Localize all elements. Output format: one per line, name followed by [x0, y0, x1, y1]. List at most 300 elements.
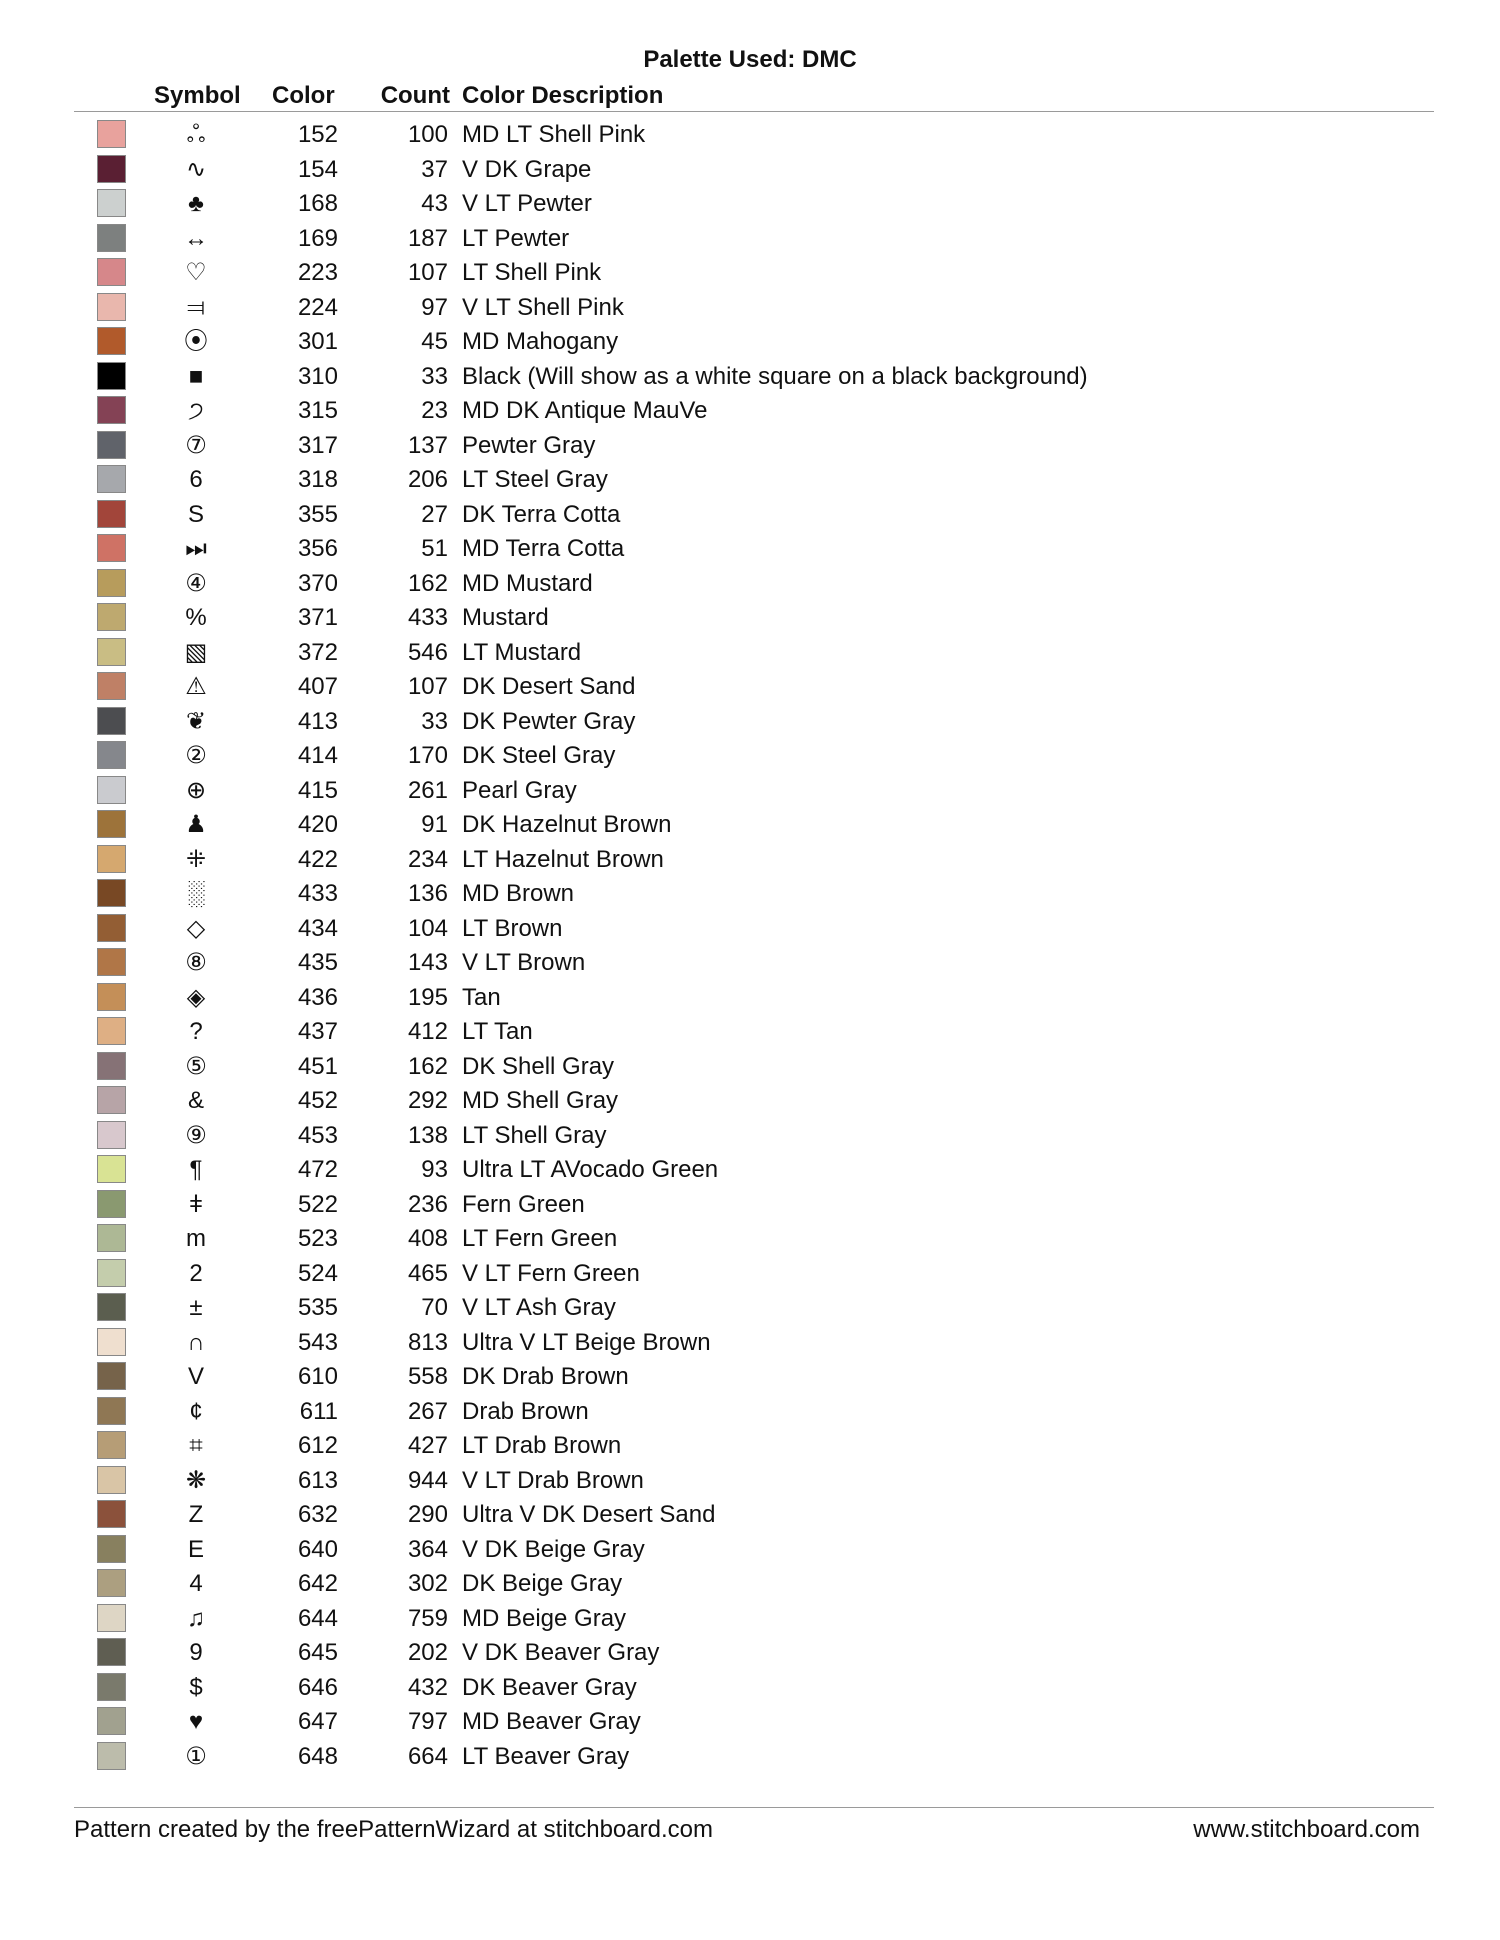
color-description: MD Shell Gray	[462, 1087, 619, 1114]
cent-icon: ¢	[189, 1397, 203, 1425]
table-row	[0, 394, 1500, 429]
color-swatch	[97, 569, 126, 597]
header-description: Color Description	[462, 82, 664, 109]
table-row	[0, 670, 1500, 705]
flower-asterisk-icon: ❋	[185, 1466, 207, 1494]
color-swatch	[97, 845, 126, 873]
color-description: LT Mustard	[462, 638, 582, 666]
v-icon: V	[187, 1363, 204, 1390]
stitch-count: 93	[421, 1156, 448, 1183]
color-code: 433	[297, 880, 338, 907]
color-code: 535	[297, 1294, 338, 1321]
percent-icon: %	[185, 604, 207, 631]
table-header	[0, 82, 1500, 112]
stitch-count: 104	[407, 914, 448, 942]
header-symbol: Symbol	[154, 82, 241, 109]
color-description: LT Pewter	[462, 224, 570, 252]
stitch-count: 27	[421, 500, 448, 528]
circled-seven-icon: ⑦	[185, 431, 207, 459]
color-code: 472	[297, 1156, 338, 1183]
question-icon: ?	[189, 1018, 203, 1045]
color-code: 522	[297, 1190, 338, 1218]
color-swatch	[97, 293, 126, 321]
double-arrow-icon: ↔	[184, 224, 208, 252]
color-code: 356	[297, 535, 338, 562]
table-row	[0, 153, 1500, 188]
palette-title-text: Palette Used: DMC	[643, 46, 857, 73]
table-row	[0, 1533, 1500, 1568]
color-swatch	[97, 258, 126, 286]
stitch-count: 432	[407, 1673, 448, 1701]
skip-icon: ⏭	[185, 535, 207, 562]
color-description: LT Brown	[462, 914, 563, 942]
table-row	[0, 843, 1500, 878]
stitch-count: 364	[407, 1535, 448, 1563]
table-row	[0, 567, 1500, 602]
color-code: 434	[297, 914, 338, 942]
dotted-cross-icon: ⁜	[185, 845, 207, 873]
color-swatch	[97, 1293, 126, 1321]
color-code: 414	[297, 742, 338, 769]
color-code: 612	[297, 1432, 338, 1459]
stitch-count: 143	[407, 949, 448, 976]
table-row	[0, 1395, 1500, 1430]
table-row	[0, 774, 1500, 809]
color-code: 646	[297, 1673, 338, 1701]
color-swatch	[97, 465, 126, 493]
ampersand-icon: &	[187, 1087, 204, 1114]
stitch-count: 797	[407, 1708, 448, 1735]
color-description: V LT Shell Pink	[462, 293, 624, 321]
stitch-count: 187	[407, 224, 448, 252]
color-code: 610	[297, 1363, 338, 1390]
color-code: 645	[297, 1639, 338, 1666]
color-description: V DK Beige Gray	[462, 1535, 645, 1563]
color-code: 415	[297, 776, 338, 804]
plus-minus-icon: ±	[189, 1294, 203, 1321]
color-description: MD Mahogany	[462, 328, 619, 355]
footer-url: www.stitchboard.com	[1193, 1816, 1420, 1843]
stitch-count: 412	[407, 1018, 448, 1045]
color-description: DK Pewter Gray	[462, 707, 636, 735]
zigzag-icon: ∿	[185, 155, 207, 183]
stitch-count: 33	[421, 362, 448, 390]
color-swatch	[97, 1431, 126, 1459]
circled-four-icon: ④	[185, 569, 207, 597]
color-description: MD DK Antique MauVe	[462, 397, 708, 424]
color-description: V LT Brown	[462, 949, 586, 976]
color-description: LT Fern Green	[462, 1225, 618, 1252]
table-row	[0, 1153, 1500, 1188]
table-row	[0, 1705, 1500, 1740]
diamond-outline-icon: ◇	[186, 914, 206, 942]
color-description: Fern Green	[462, 1190, 585, 1218]
swirl-icon: ❦	[185, 707, 207, 735]
color-description: MD Terra Cotta	[462, 535, 625, 562]
color-swatch	[97, 1328, 126, 1356]
color-description: MD Mustard	[462, 569, 593, 597]
color-description: DK Shell Gray	[462, 1052, 615, 1080]
color-description: LT Beaver Gray	[462, 1742, 630, 1770]
table-row	[0, 118, 1500, 153]
stitch-count: 137	[407, 431, 448, 459]
stitch-count: 202	[407, 1639, 448, 1666]
color-code: 371	[297, 604, 338, 631]
stitch-count: 33	[421, 707, 448, 735]
color-swatch	[97, 1707, 126, 1735]
table-row	[0, 1015, 1500, 1050]
table-row	[0, 1326, 1500, 1361]
color-description: V LT Pewter	[462, 190, 592, 217]
color-code: 543	[297, 1328, 338, 1356]
circled-plus-icon: ⊕	[185, 776, 207, 804]
color-code: 644	[297, 1604, 338, 1632]
stitch-count: 45	[421, 328, 448, 355]
stitch-count: 170	[407, 742, 448, 769]
table-row	[0, 532, 1500, 567]
heart-outline-icon: ♡	[185, 259, 207, 286]
color-description: Drab Brown	[462, 1397, 589, 1425]
stitch-count: 37	[421, 155, 448, 183]
stitch-count: 813	[407, 1328, 448, 1356]
color-swatch	[97, 1086, 126, 1114]
color-swatch	[97, 1673, 126, 1701]
curl-icon: ੭	[188, 397, 204, 424]
color-swatch	[97, 327, 126, 355]
header-color: Color	[272, 82, 335, 109]
color-description: MD Brown	[462, 880, 575, 907]
double-bar-icon: ǂ	[188, 1190, 203, 1218]
color-swatch	[97, 879, 126, 907]
table-row	[0, 256, 1500, 291]
stitch-count: 236	[407, 1190, 448, 1218]
heart-icon: ♥	[188, 1708, 204, 1735]
color-description: V DK Grape	[462, 155, 592, 183]
circled-two-icon: ②	[185, 742, 207, 769]
color-swatch	[97, 362, 126, 390]
stitch-count: 162	[407, 569, 448, 597]
color-code: 451	[297, 1052, 338, 1080]
stitch-count: 558	[407, 1363, 448, 1390]
color-description: Tan	[462, 983, 501, 1011]
table-row	[0, 187, 1500, 222]
table-row	[0, 705, 1500, 740]
color-code: 152	[297, 121, 338, 148]
color-description: Ultra LT AVocado Green	[462, 1156, 719, 1183]
stitch-count: 759	[407, 1604, 448, 1632]
stitch-count: 234	[407, 845, 448, 873]
m-icon: m	[186, 1225, 206, 1252]
color-swatch	[97, 1638, 126, 1666]
color-swatch	[97, 948, 126, 976]
color-code: 407	[297, 673, 338, 700]
stitch-count: 23	[421, 397, 448, 424]
bell-icon: ♟	[185, 811, 207, 838]
table-row	[0, 912, 1500, 947]
color-code: 648	[297, 1742, 338, 1770]
table-row	[0, 429, 1500, 464]
table-row	[0, 222, 1500, 257]
hatched-square-icon: ▧	[184, 638, 208, 666]
pilcrow-icon: ¶	[189, 1156, 203, 1183]
table-row	[0, 1429, 1500, 1464]
color-description: DK Beaver Gray	[462, 1673, 637, 1701]
stitch-count: 302	[407, 1570, 448, 1597]
hash-icon: ⌗	[189, 1432, 203, 1459]
bracket-icon: ⫤	[186, 293, 206, 321]
stitch-count: 100	[407, 121, 448, 148]
table-row	[0, 1050, 1500, 1085]
color-description: MD Beaver Gray	[462, 1708, 641, 1735]
table-row	[0, 291, 1500, 326]
footer-credit: Pattern created by the freePatternWizard at stitchboard.com	[74, 1816, 713, 1843]
color-swatch	[97, 189, 126, 217]
color-code: 301	[297, 328, 338, 355]
stitch-count: 107	[407, 673, 448, 700]
stitch-count: 138	[407, 1121, 448, 1149]
stitch-count: 195	[407, 983, 448, 1011]
color-swatch	[97, 1604, 126, 1632]
color-code: 436	[297, 983, 338, 1011]
stitch-count: 290	[407, 1501, 448, 1528]
color-code: 372	[297, 638, 338, 666]
circled-nine-icon: ⑨	[185, 1121, 207, 1149]
nine-icon: 9	[189, 1639, 203, 1666]
stitch-count: 664	[407, 1742, 448, 1770]
table-row	[0, 1740, 1500, 1775]
table-row	[0, 1291, 1500, 1326]
color-code: 437	[297, 1018, 338, 1045]
color-swatch	[97, 1397, 126, 1425]
table-row	[0, 1257, 1500, 1292]
dollar-icon: $	[189, 1673, 203, 1701]
table-row	[0, 808, 1500, 843]
color-code: 420	[297, 811, 338, 838]
color-swatch	[97, 914, 126, 942]
stitch-count: 433	[407, 604, 448, 631]
table-row	[0, 981, 1500, 1016]
color-swatch	[97, 431, 126, 459]
color-swatch	[97, 1569, 126, 1597]
color-swatch	[97, 810, 126, 838]
table-row	[0, 1222, 1500, 1257]
color-swatch	[97, 1742, 126, 1770]
color-code: 315	[297, 397, 338, 424]
black-square-icon: ■	[188, 362, 204, 390]
table-row	[0, 463, 1500, 498]
color-description: Ultra V DK Desert Sand	[462, 1501, 716, 1528]
color-code: 224	[297, 293, 338, 321]
intersection-icon: ∩	[187, 1328, 205, 1356]
circled-eight-icon: ⑧	[185, 949, 207, 976]
header-divider	[74, 111, 1434, 112]
z-icon: Z	[188, 1501, 204, 1528]
circled-five-icon: ⑤	[185, 1052, 207, 1080]
color-description: MD LT Shell Pink	[462, 121, 646, 148]
table-row	[0, 360, 1500, 395]
color-swatch	[97, 396, 126, 424]
stitch-count: 465	[407, 1259, 448, 1287]
stitch-count: 206	[407, 466, 448, 493]
six-icon: 6	[189, 466, 203, 493]
stitch-count: 43	[421, 190, 448, 217]
color-code: 318	[297, 466, 338, 493]
color-swatch	[97, 120, 126, 148]
color-description: V LT Fern Green	[462, 1259, 640, 1287]
color-description: DK Terra Cotta	[462, 500, 621, 528]
color-code: 169	[297, 224, 338, 252]
color-swatch	[97, 741, 126, 769]
music-notes-icon: ♫	[187, 1604, 205, 1632]
palette-table	[0, 118, 1500, 1774]
table-row	[0, 1464, 1500, 1499]
stitch-count: 427	[407, 1432, 448, 1459]
color-description: LT Drab Brown	[462, 1432, 622, 1459]
color-swatch	[97, 534, 126, 562]
color-swatch	[97, 776, 126, 804]
color-code: 310	[297, 362, 338, 390]
color-code: 355	[297, 500, 338, 528]
color-description: Ultra V LT Beige Brown	[462, 1328, 711, 1356]
color-code: 452	[297, 1087, 338, 1114]
table-row	[0, 739, 1500, 774]
table-row	[0, 1498, 1500, 1533]
color-description: LT Shell Gray	[462, 1121, 607, 1149]
tree-icon: ♣	[188, 190, 204, 217]
color-description: DK Drab Brown	[462, 1363, 629, 1390]
color-description: V LT Ash Gray	[462, 1294, 616, 1321]
table-row	[0, 498, 1500, 533]
color-description: LT Hazelnut Brown	[462, 845, 664, 873]
color-description: Pearl Gray	[462, 776, 577, 804]
color-swatch	[97, 500, 126, 528]
stitch-count: 261	[407, 776, 448, 804]
color-code: 168	[297, 190, 338, 217]
color-code: 317	[297, 431, 338, 459]
triangle-icon: ⚠	[185, 673, 207, 700]
stitch-count: 292	[407, 1087, 448, 1114]
color-swatch	[97, 603, 126, 631]
color-description: MD Beige Gray	[462, 1604, 627, 1632]
table-row	[0, 601, 1500, 636]
color-swatch	[97, 672, 126, 700]
color-swatch	[97, 1224, 126, 1252]
dotted-square-icon: ░	[187, 880, 205, 907]
color-code: 370	[297, 569, 338, 597]
triple-circle-icon: ஃ	[186, 121, 206, 148]
color-description: LT Tan	[462, 1018, 533, 1045]
stitch-count: 546	[407, 638, 448, 666]
diamond-dot-icon: ◈	[186, 983, 206, 1011]
table-row	[0, 1671, 1500, 1706]
table-row	[0, 1567, 1500, 1602]
table-row	[0, 636, 1500, 671]
color-swatch	[97, 1259, 126, 1287]
stitch-count: 91	[421, 811, 448, 838]
color-code: 611	[299, 1397, 338, 1425]
color-swatch	[97, 1535, 126, 1563]
stitch-count: 162	[407, 1052, 448, 1080]
color-description: Black (Will show as a white square on a black background)	[462, 362, 1088, 390]
stitch-count: 97	[421, 293, 448, 321]
stitch-count: 51	[421, 535, 448, 562]
table-row	[0, 1084, 1500, 1119]
color-code: 223	[297, 259, 338, 286]
color-swatch	[97, 1190, 126, 1218]
table-row	[0, 1360, 1500, 1395]
palette-title	[0, 46, 1500, 74]
color-description: Pewter Gray	[462, 431, 596, 459]
color-swatch	[97, 1466, 126, 1494]
color-swatch	[97, 707, 126, 735]
color-code: 422	[297, 845, 338, 873]
color-description: LT Steel Gray	[462, 466, 608, 493]
color-code: 647	[297, 1708, 338, 1735]
header-count: Count	[380, 82, 450, 109]
color-code: 523	[297, 1225, 338, 1252]
color-description: DK Desert Sand	[462, 673, 636, 700]
table-row	[0, 325, 1500, 360]
color-description: V LT Drab Brown	[462, 1466, 644, 1494]
table-row	[0, 1636, 1500, 1671]
table-row	[0, 1188, 1500, 1223]
color-code: 642	[297, 1570, 338, 1597]
four-icon: 4	[189, 1570, 203, 1597]
color-code: 413	[297, 707, 338, 735]
color-code: 453	[297, 1121, 338, 1149]
color-description: LT Shell Pink	[462, 259, 602, 286]
color-swatch	[97, 1121, 126, 1149]
color-swatch	[97, 1500, 126, 1528]
circled-one-icon: ①	[185, 1742, 207, 1770]
s-icon: S	[187, 500, 204, 528]
stitch-count: 408	[407, 1225, 448, 1252]
color-code: 154	[297, 155, 338, 183]
color-code: 640	[297, 1535, 338, 1563]
color-swatch	[97, 638, 126, 666]
color-description: DK Beige Gray	[462, 1570, 623, 1597]
color-swatch	[97, 224, 126, 252]
color-description: Mustard	[462, 604, 549, 631]
color-swatch	[97, 1017, 126, 1045]
color-code: 524	[297, 1259, 338, 1287]
color-swatch	[97, 155, 126, 183]
color-swatch	[97, 1155, 126, 1183]
stitch-count: 107	[407, 259, 448, 286]
color-description: DK Steel Gray	[462, 742, 616, 769]
stitch-count: 136	[407, 880, 448, 907]
stitch-count: 944	[407, 1466, 448, 1494]
color-code: 632	[297, 1501, 338, 1528]
play-circle-icon: ⦿	[184, 328, 208, 355]
table-row	[0, 1602, 1500, 1637]
color-code: 613	[297, 1466, 338, 1494]
table-row	[0, 1119, 1500, 1154]
footer-divider	[74, 1807, 1434, 1808]
two-icon: 2	[189, 1259, 203, 1287]
stitch-count: 267	[407, 1397, 448, 1425]
e-icon: E	[187, 1535, 204, 1563]
color-swatch	[97, 1362, 126, 1390]
table-row	[0, 946, 1500, 981]
stitch-count: 70	[421, 1294, 448, 1321]
color-description: V DK Beaver Gray	[462, 1639, 660, 1666]
color-code: 435	[297, 949, 338, 976]
color-swatch	[97, 1052, 126, 1080]
color-description: DK Hazelnut Brown	[462, 811, 672, 838]
table-row	[0, 877, 1500, 912]
color-swatch	[97, 983, 126, 1011]
